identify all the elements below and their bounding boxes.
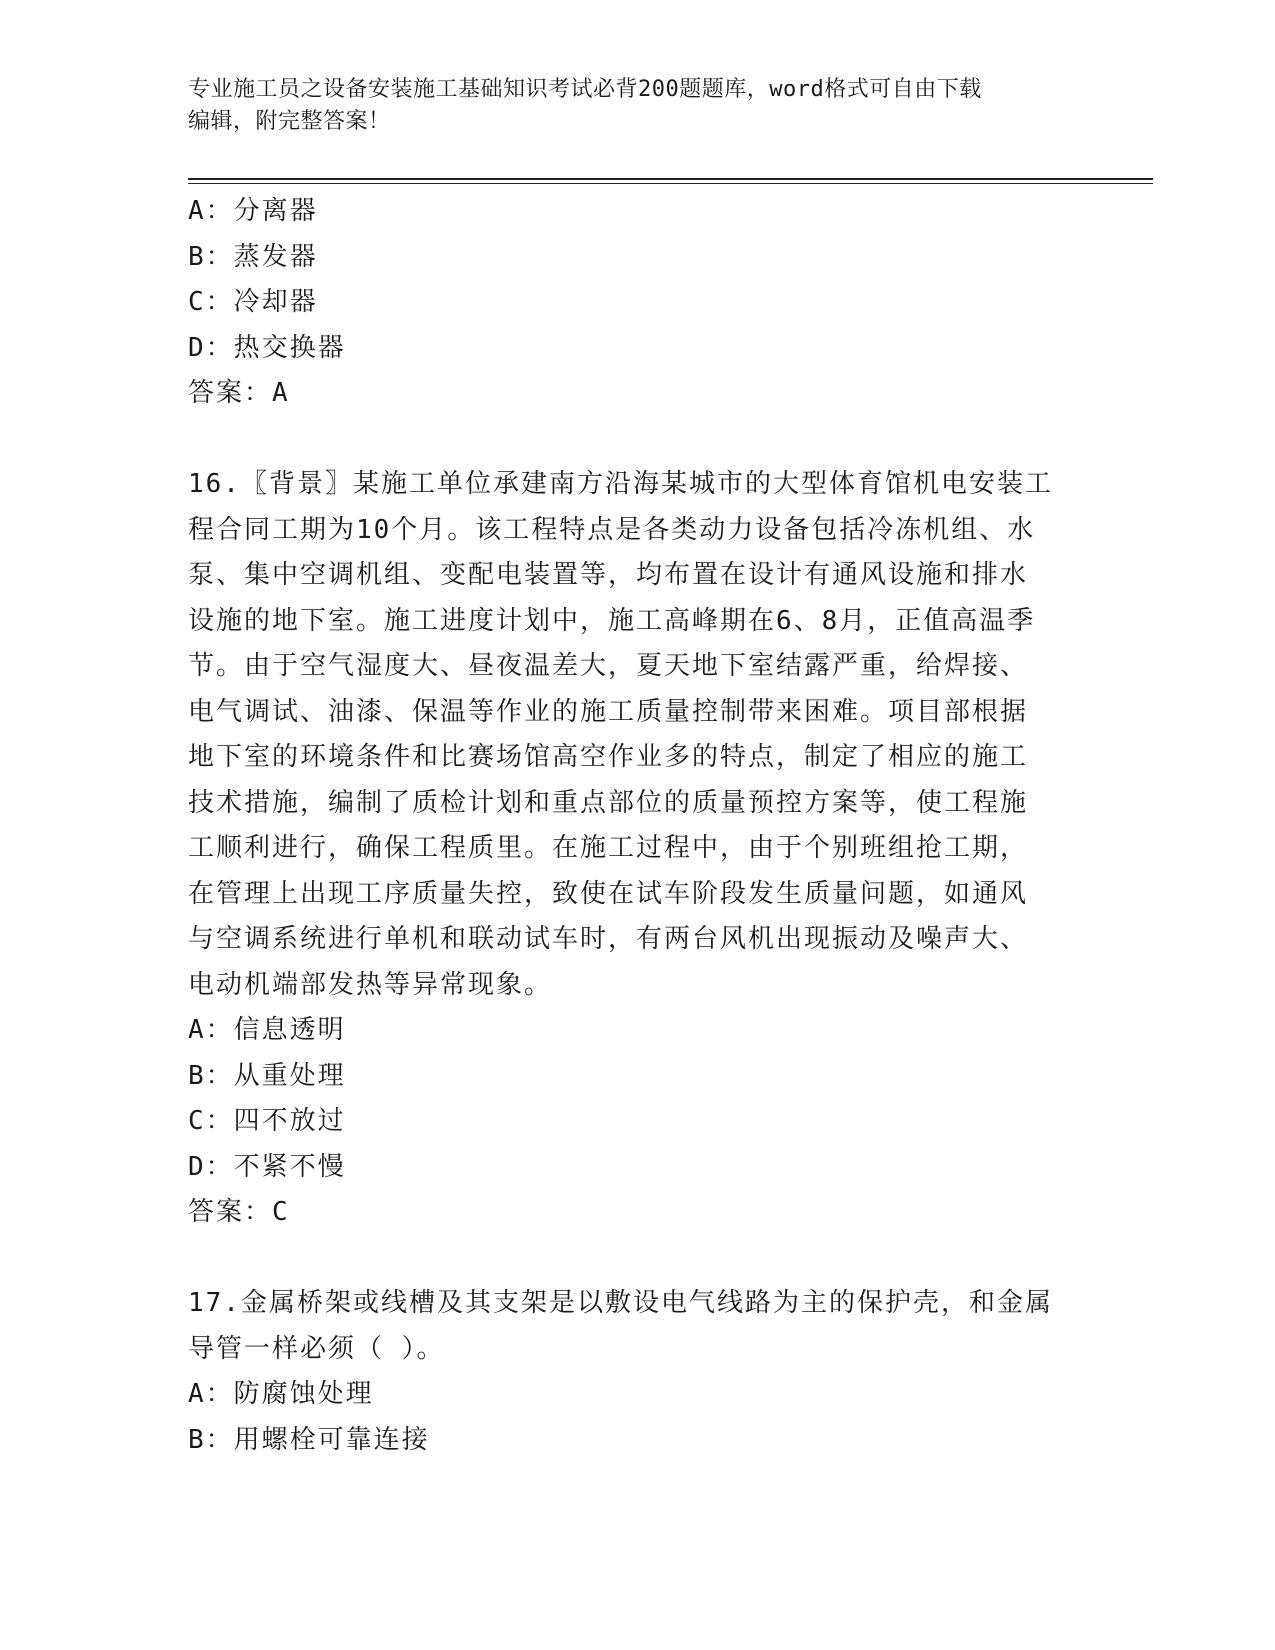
question-text-line: 设施的地下室。施工进度计划中，施工高峰期在6、8月，正值高温季 <box>188 605 1036 636</box>
question-16 <box>188 462 1088 1236</box>
question-text-line: 程合同工期为10个月。该工程特点是各类动力设备包括冷冻机组、水 <box>188 514 1036 545</box>
question-text-line: 泵、集中空调机组、变配电装置等，均布置在设计有通风设施和排水 <box>188 560 1029 590</box>
header-divider-thin <box>188 183 1153 184</box>
option-a: A：防腐蚀处理 <box>188 1379 374 1409</box>
question-text-line: 在管理上出现工序质量失控，致使在试车阶段发生质量问题，如通风 <box>188 878 1029 909</box>
question-text-line: 工顺利进行，确保工程质里。在施工过程中，由于个别班组抢工期， <box>188 833 1029 863</box>
question-text-line: 16.〖背景〗某施工单位承建南方沿海某城市的大型体育馆机电安装工 <box>188 469 1053 499</box>
document-header <box>188 74 1068 138</box>
option-d: D：热交换器 <box>188 332 346 363</box>
option-c: C：四不放过 <box>188 1106 346 1136</box>
option-b: B：蒸发器 <box>188 241 318 272</box>
question-text-line: 技术措施，编制了质检计划和重点部位的质量预控方案等，使工程施 <box>188 787 1029 818</box>
answer: 答案：A <box>188 378 290 408</box>
question-text-line: 与空调系统进行单机和联动试车时，有两台风机出现振动及噪声大、 <box>188 924 1029 954</box>
option-c: C：冷却器 <box>188 287 318 317</box>
question-text-line: 导管一样必须（ ）。 <box>188 1333 445 1364</box>
header-title-line-2: 编辑，附完整答案！ <box>188 109 391 134</box>
question-15 <box>188 189 1088 417</box>
question-text-line: 电动机端部发热等异常现象。 <box>188 969 553 1000</box>
header-title-line-1: 专业施工员之设备安装施工基础知识考试必背200题题库，word格式可自由下载 <box>188 77 982 102</box>
option-b: B：用螺栓可靠连接 <box>188 1424 430 1455</box>
question-17 <box>188 1281 1088 1463</box>
option-a: A：信息透明 <box>188 1015 346 1045</box>
question-text-line: 电气调试、油漆、保温等作业的施工质量控制带来困难。项目部根据 <box>188 696 1029 727</box>
option-d: D：不紧不慢 <box>188 1151 346 1182</box>
document-body <box>188 189 1088 1463</box>
question-text-line: 17.金属桥架或线槽及其支架是以敷设电气线路为主的保护壳，和金属 <box>188 1288 1053 1318</box>
question-text-line: 地下室的环境条件和比赛场馆高空作业多的特点，制定了相应的施工 <box>188 742 1029 772</box>
option-b: B：从重处理 <box>188 1060 346 1091</box>
option-a: A：分离器 <box>188 196 318 226</box>
question-text-line: 节。由于空气湿度大、昼夜温差大，夏天地下室结露严重，给焊接、 <box>188 651 1029 681</box>
spacer <box>188 417 1088 463</box>
header-divider <box>188 178 1153 180</box>
answer: 答案：C <box>188 1197 290 1227</box>
spacer <box>188 1236 1088 1282</box>
